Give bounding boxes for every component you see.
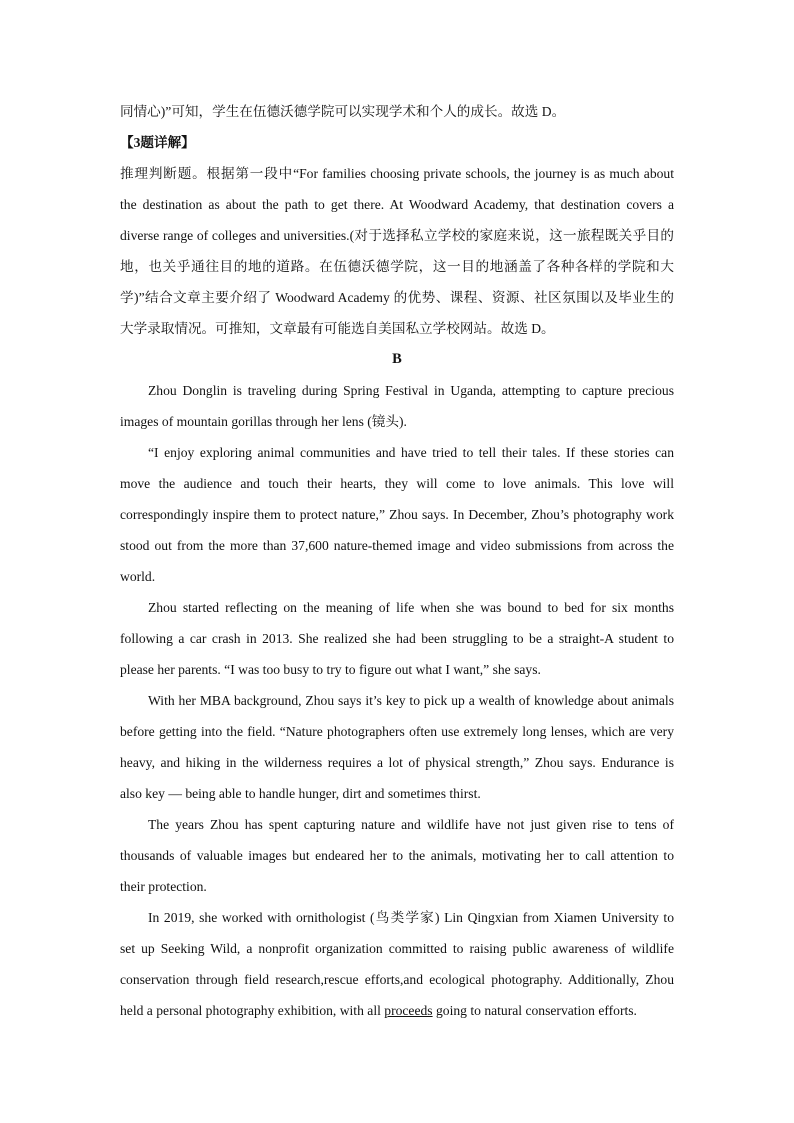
paragraph-line: Zhou Donglin is traveling during Spring Festival in Uganda, attempting to capture precious xyxy=(148,383,674,398)
explanation-line: diverse range of colleges and universities.(对于选择私立学校的家庭来说，这一旅程既关乎目的 xyxy=(120,228,674,243)
explanation-line: 推理判断题。根据第一段中“For families choosing private schools, the journey is as much about xyxy=(120,166,674,181)
answer-explanation-end: 同情心)”可知，学生在伍德沃德学院可以实现学术和个人的成长。故选 D。 xyxy=(120,104,566,119)
explanation-line: 学)”结合文章主要介绍了 Woodward Academy 的优势、课程、资源、社区氛围以及毕业生的 xyxy=(120,290,674,305)
explanation-line: the destination as about the path to get there. At Woodward Academy, that destination covers a xyxy=(120,197,674,212)
paragraph-text: going to natural conservation efforts. xyxy=(432,1003,637,1018)
passage-b-title: B xyxy=(392,351,402,367)
paragraph-line xyxy=(120,995,674,1026)
paragraph-line: conservation through field research,rescue efforts,and ecological photography. Additionally, Zhou xyxy=(120,972,674,987)
paragraph-line: please her parents. “I was too busy to try to figure out what I want,” she says. xyxy=(120,662,541,677)
paragraph-line: With her MBA background, Zhou says it’s key to pick up a wealth of knowledge about animals xyxy=(148,693,674,708)
paragraph-line: In 2019, she worked with ornithologist (鸟类学家) Lin Qingxian from Xiamen University to xyxy=(148,910,674,925)
paragraph-line: their protection. xyxy=(120,879,207,894)
paragraph-line: move the audience and touch their hearts, they will come to love animals. This love will xyxy=(120,476,674,491)
paragraph-line: set up Seeking Wild, a nonprofit organization committed to raising public awareness of wildlife xyxy=(120,941,674,956)
paragraph-line: before getting into the field. “Nature photographers often use extremely long lenses, which are very xyxy=(120,724,674,739)
paragraph-line: images of mountain gorillas through her lens (镜头). xyxy=(120,414,407,429)
paragraph-line: thousands of valuable images but endeared her to the animals, motivating her to call attention to xyxy=(120,848,674,863)
explanation-line: 大学录取情况。可推知，文章最有可能选自美国私立学校网站。故选 D。 xyxy=(120,321,555,336)
paragraph-line: following a car crash in 2013. She realized she had been struggling to be a straight-A student to xyxy=(120,631,674,646)
paragraph-line: world. xyxy=(120,569,156,584)
paragraph-line: stood out from the more than 37,600 nature-themed image and video submissions from across the xyxy=(120,538,674,553)
document-page xyxy=(120,96,674,1026)
paragraph-text: held a personal photography exhibition, with all xyxy=(120,1003,385,1018)
paragraph-line: The years Zhou has spent capturing nature and wildlife have not just given rise to tens of xyxy=(148,817,674,832)
paragraph-line: correspondingly inspire them to protect nature,” Zhou says. In December, Zhou’s photography work xyxy=(120,507,674,522)
paragraph-line: “I enjoy exploring animal communities and have tried to tell their tales. If these stories can xyxy=(148,445,674,460)
paragraph-line: also key — being able to handle hunger, dirt and sometimes thirst. xyxy=(120,786,481,801)
paragraph-line: heavy, and hiking in the wilderness requires a lot of physical strength,” Zhou says. Endurance is xyxy=(120,755,674,770)
paragraph-line: Zhou started reflecting on the meaning of life when she was bound to bed for six months xyxy=(148,600,674,615)
question-3-heading: 【3题详解】 xyxy=(120,135,195,150)
underlined-word-proceeds: proceeds xyxy=(384,1003,433,1018)
explanation-line: 地，也关乎通往目的地的道路。在伍德沃德学院，这一目的地涵盖了各种各样的学院和大 xyxy=(120,259,674,274)
